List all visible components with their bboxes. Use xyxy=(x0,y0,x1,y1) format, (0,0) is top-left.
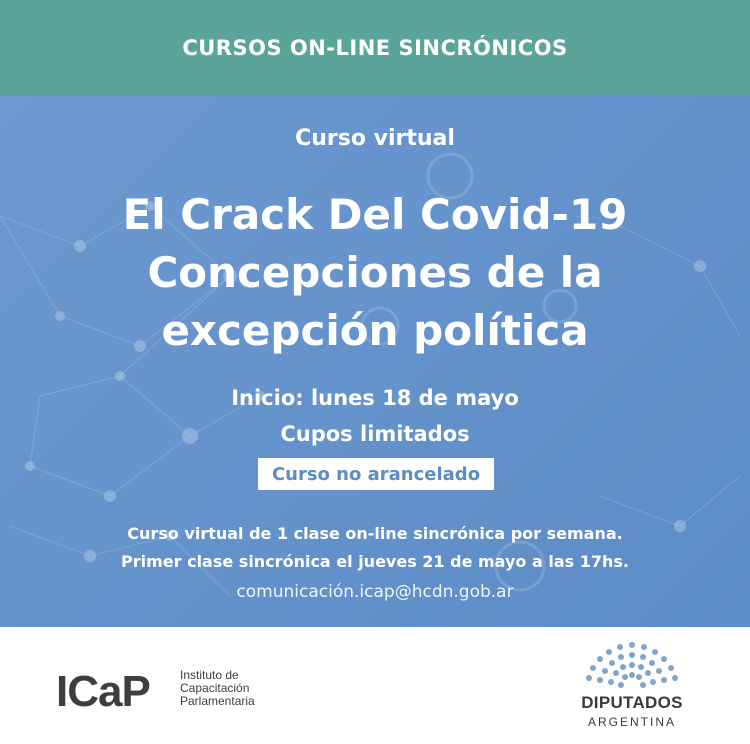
icap-name-line: Parlamentaria xyxy=(180,694,255,708)
course-title xyxy=(0,186,750,360)
start-date: Inicio: lunes 18 de mayo xyxy=(231,386,519,410)
diputados-emblem-icon xyxy=(582,637,682,693)
contact-email[interactable]: comunicación.icap@hcdn.gob.ar xyxy=(236,582,514,602)
hero-content xyxy=(0,96,750,627)
banner-text: CURSOS ON-LINE SINCRÓNICOS xyxy=(182,36,568,60)
hero-section xyxy=(0,96,750,627)
icap-name-line: Instituto de xyxy=(180,668,239,682)
top-banner xyxy=(0,0,750,96)
limited-seats: Cupos limitados xyxy=(280,422,470,446)
icap-logo: ICaP xyxy=(56,667,150,716)
diputados-label: DIPUTADOS xyxy=(581,693,683,712)
footer xyxy=(0,627,750,744)
title-line: Concepciones de la xyxy=(147,248,603,297)
title-line: excepción política xyxy=(161,306,589,355)
description-line: Primer clase sincrónica el jueves 21 de mayo a las 17hs. xyxy=(121,552,629,571)
badge-label: Curso no arancelado xyxy=(271,463,481,485)
title-line: El Crack Del Covid-19 xyxy=(122,190,628,239)
icap-full-name xyxy=(180,669,255,708)
free-course-badge xyxy=(258,458,494,490)
description-line: Curso virtual de 1 clase on-line sincrónica por semana. xyxy=(127,524,623,543)
icap-name-line: Capacitación xyxy=(180,681,250,695)
argentina-label: ARGENTINA xyxy=(587,715,676,729)
course-type-label: Curso virtual xyxy=(295,126,455,151)
